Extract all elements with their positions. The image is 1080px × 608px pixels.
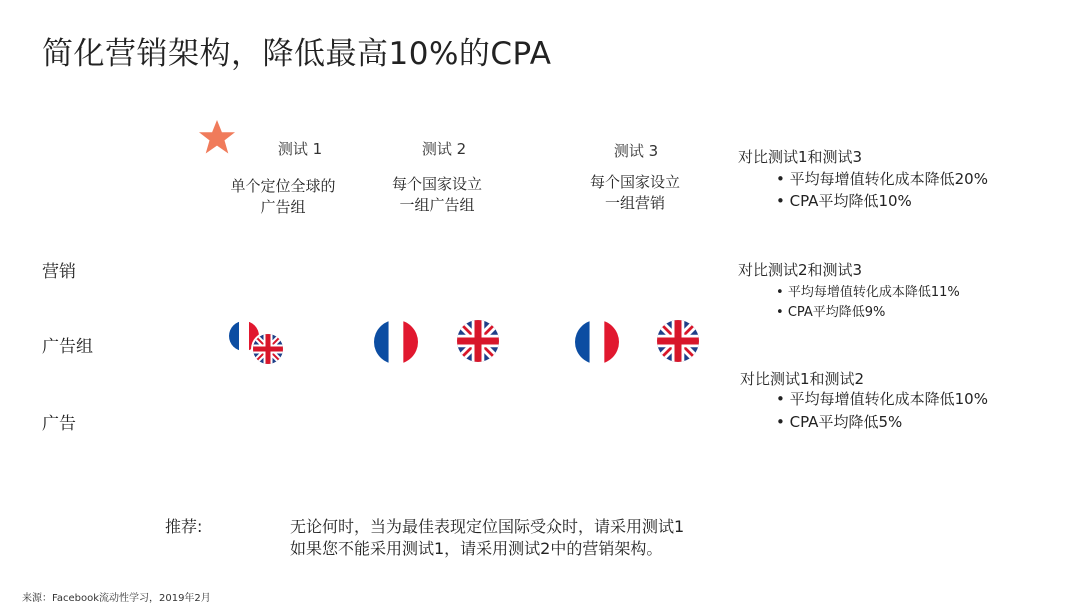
comparison-2-item: • CPA平均降低9% <box>776 301 885 320</box>
france-flag-icon <box>575 320 619 364</box>
comparison-3-item: • 平均每增值转化成本降低10% <box>776 388 988 409</box>
comparison-3-heading: 对比测试1和测试2 <box>740 370 865 388</box>
uk-flag-icon <box>253 334 283 364</box>
row-label-ad: 广告 <box>42 414 76 434</box>
comparison-2-heading: 对比测试2和测试3 <box>738 261 863 279</box>
test-3-desc-line: 每个国家设立 <box>589 173 680 191</box>
page-title: 简化营销架构，降低最高10%的CPA <box>42 36 552 72</box>
recommendation-line: 无论何时，当为最佳表现定位国际受众时，请采用测试1 <box>290 517 685 536</box>
source-note: 来源：Facebook流动性学习，2019年2月 <box>22 593 211 604</box>
test-1-desc-line: 广告组 <box>260 198 306 216</box>
test-1-description <box>208 176 358 218</box>
test-2-description <box>362 174 512 216</box>
test-2-label: 测试 2 <box>421 140 467 158</box>
france-flag-icon <box>374 320 418 364</box>
comparison-1-item: • CPA平均降低10% <box>776 190 912 211</box>
comparison-3-item: • CPA平均降低5% <box>776 411 902 432</box>
test-2-desc-line: 每个国家设立 <box>391 175 482 193</box>
test-2-desc-line: 一组广告组 <box>399 196 475 214</box>
uk-flag-icon <box>657 320 699 362</box>
recommendation-line: 如果您不能采用测试1，请采用测试2中的营销架构。 <box>290 539 663 558</box>
test-3-label: 测试 3 <box>613 142 659 160</box>
uk-flag-icon <box>457 320 499 362</box>
comparison-1-heading: 对比测试1和测试3 <box>738 148 863 166</box>
recommendation-label: 推荐: <box>165 517 203 536</box>
test-3-description <box>560 172 710 214</box>
comparison-1-item: • 平均每增值转化成本降低20% <box>776 168 988 189</box>
test-1-desc-line: 单个定位全球的 <box>230 177 336 195</box>
row-label-campaign: 营销 <box>42 262 76 282</box>
comparison-2-item: • 平均每增值转化成本降低11% <box>776 281 960 300</box>
test-3-desc-line: 一组营销 <box>604 194 665 212</box>
test-1-label: 测试 1 <box>277 140 323 158</box>
row-label-adset: 广告组 <box>42 337 93 357</box>
